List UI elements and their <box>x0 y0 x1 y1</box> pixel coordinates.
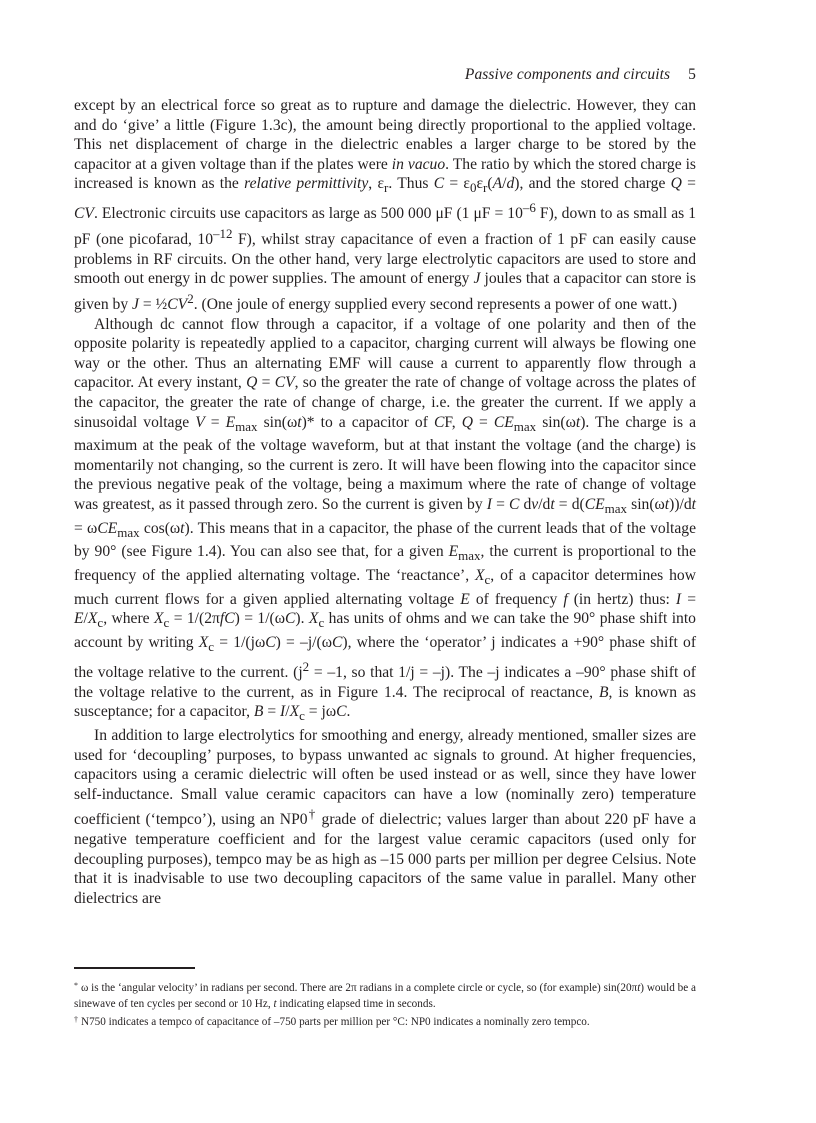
paragraph-dielectric-permittivity: except by an electrical force so great as to rupture and damage the dielectric. However, they can and do ‘give’ a little (Figure 1.3c), the amount being directly proportional to the applied voltage. This net displacement of charge in the dielectric enables a larger charge to be stored by the capacitor at a given voltage than if the plates were in vacuo. The ratio by which the stored charge is increased is known as the relative permittivity, $\varepsilon_r$. Thus $C = \varepsilon_0\varepsilon_r(A/d)$, and the stored charge Q = CV. Electronic circuits use capacitors as large as 500 000 μF (1 $\mu F = 10^{-6}$ F), down to as small as 1 pF (one picofarad, $10^{-12}$ F), whilst stray capacitance of even a fraction of 1 pF can easily cause problems in RF circuits. On the other hand, very large electrolytic capacitors are used to store and smooth out energy in dc power supplies. The amount of energy J joules that a capacitor can store is given by $J = \frac{1}{2}CV^2$. (One joule of energy supplied every second represents a power of one watt.) <box>74 97 697 314</box>
footnote-marker: * <box>74 981 78 990</box>
footnote-text: ω is the ‘angular velocity’ in radians per second. There are 2π radians in a complete circle or cycle, so (for example) sin(20πt) would be a sinewave of ten cycles per second or 10 Hz, t indicating elapsed time in seconds. <box>74 982 696 1010</box>
running-header <box>465 66 696 84</box>
footnote-divider <box>74 967 195 969</box>
paragraph-decoupling-capacitors: In addition to large electrolytics for smoothing and energy, already mentioned, smaller sizes are used for ‘decoupling’ purposes, to bypass unwanted ac signals to ground. At higher frequencies, capacitors using a ceramic dielectric will often be used instead or as well, since they have lower self-inductance. Small value ceramic capacitors can have a low (nominally zero) temperature coefficient (‘tempco’), using an NP0† grade of dielectric; values larger than about 220 pF have a negative temperature coefficient and for the largest value ceramic capacitors (used only for decoupling purposes), tempco may be as high as –15 000 parts per million per degree Celsius. Note that it is inadvisable to use two decoupling capacitors of the same value in parallel. Many other dielectrics are <box>74 726 696 907</box>
page-number: 5 <box>688 66 696 83</box>
footnotes <box>74 978 696 1031</box>
running-header-title: Passive components and circuits <box>464 66 671 83</box>
paragraph-capacitor-reactance: Although dc cannot flow through a capacitor, if a voltage of one polarity and then of the opposite polarity is repeatedly applied to a capacitor, charging current will always be flowing one way or the other. Thus an alternating EMF will cause a current to apparently flow through a capacitor. At every instant, Q = CV, so the greater the rate of change of voltage across the plates of the capacitor, the greater the rate of change of charge, i.e. the greater the current. If we apply a sinusoidal voltage $V = E_{max}$ sin(ωt)* to a capacitor of CF, $Q = CE_{max}$ sin(ωt). The charge is a maximum at the peak of the voltage waveform, but at that instant the voltage (and the charge) is momentarily not changing, so the current is zero. It will have been flowing into the capacitor since the previous negative peak of the voltage, being a maximum where the rate of change of voltage was greatest, as it passed through zero. So the current is given by I = C $dv/dt = d(CE_{max}$ sin(ωt))/dt = ωCE$_{max}$ cos(ωt). This means that in a capacitor, the phase of the current leads that of the voltage by 90° (see Figure 1.4). You can also see that, for a given $E_{max}$, the current is proportional to the frequency of the applied alternating voltage. The ‘reactance’, $X_c$, of a capacitor determines how much current flows for a given applied alternating voltage E of frequency f (in hertz) thus: $I = E/X_c$, where $X_c = 1/(2\pi fC) = 1/(\omega C)$. $X_c$ has units of ohms and we can take the 90° phase shift into account by writing $X_c = 1/(j\omega C) = -j/(\omega C)$, where the ‘operator’ j indicates a +90° phase shift of the voltage relative to the current. ($j^2 = -1$, so that 1/j = –j). The –j indicates a –90° phase shift of the voltage relative to the current, as in Figure 1.4. The reciprocal of reactance, B, is known as susceptance; for a capacitor, $B = I/X_c = j\omega C$. <box>74 315 697 724</box>
body-text <box>74 96 696 908</box>
footnote-angular-velocity <box>74 978 696 1012</box>
footnote-tempco <box>74 1012 696 1031</box>
footnote-text: N750 indicates a tempco of capacitance of –750 parts per million per °C: NP0 indicates a nominally zero tempco. <box>81 1016 590 1029</box>
footnote-marker: † <box>74 1015 78 1025</box>
